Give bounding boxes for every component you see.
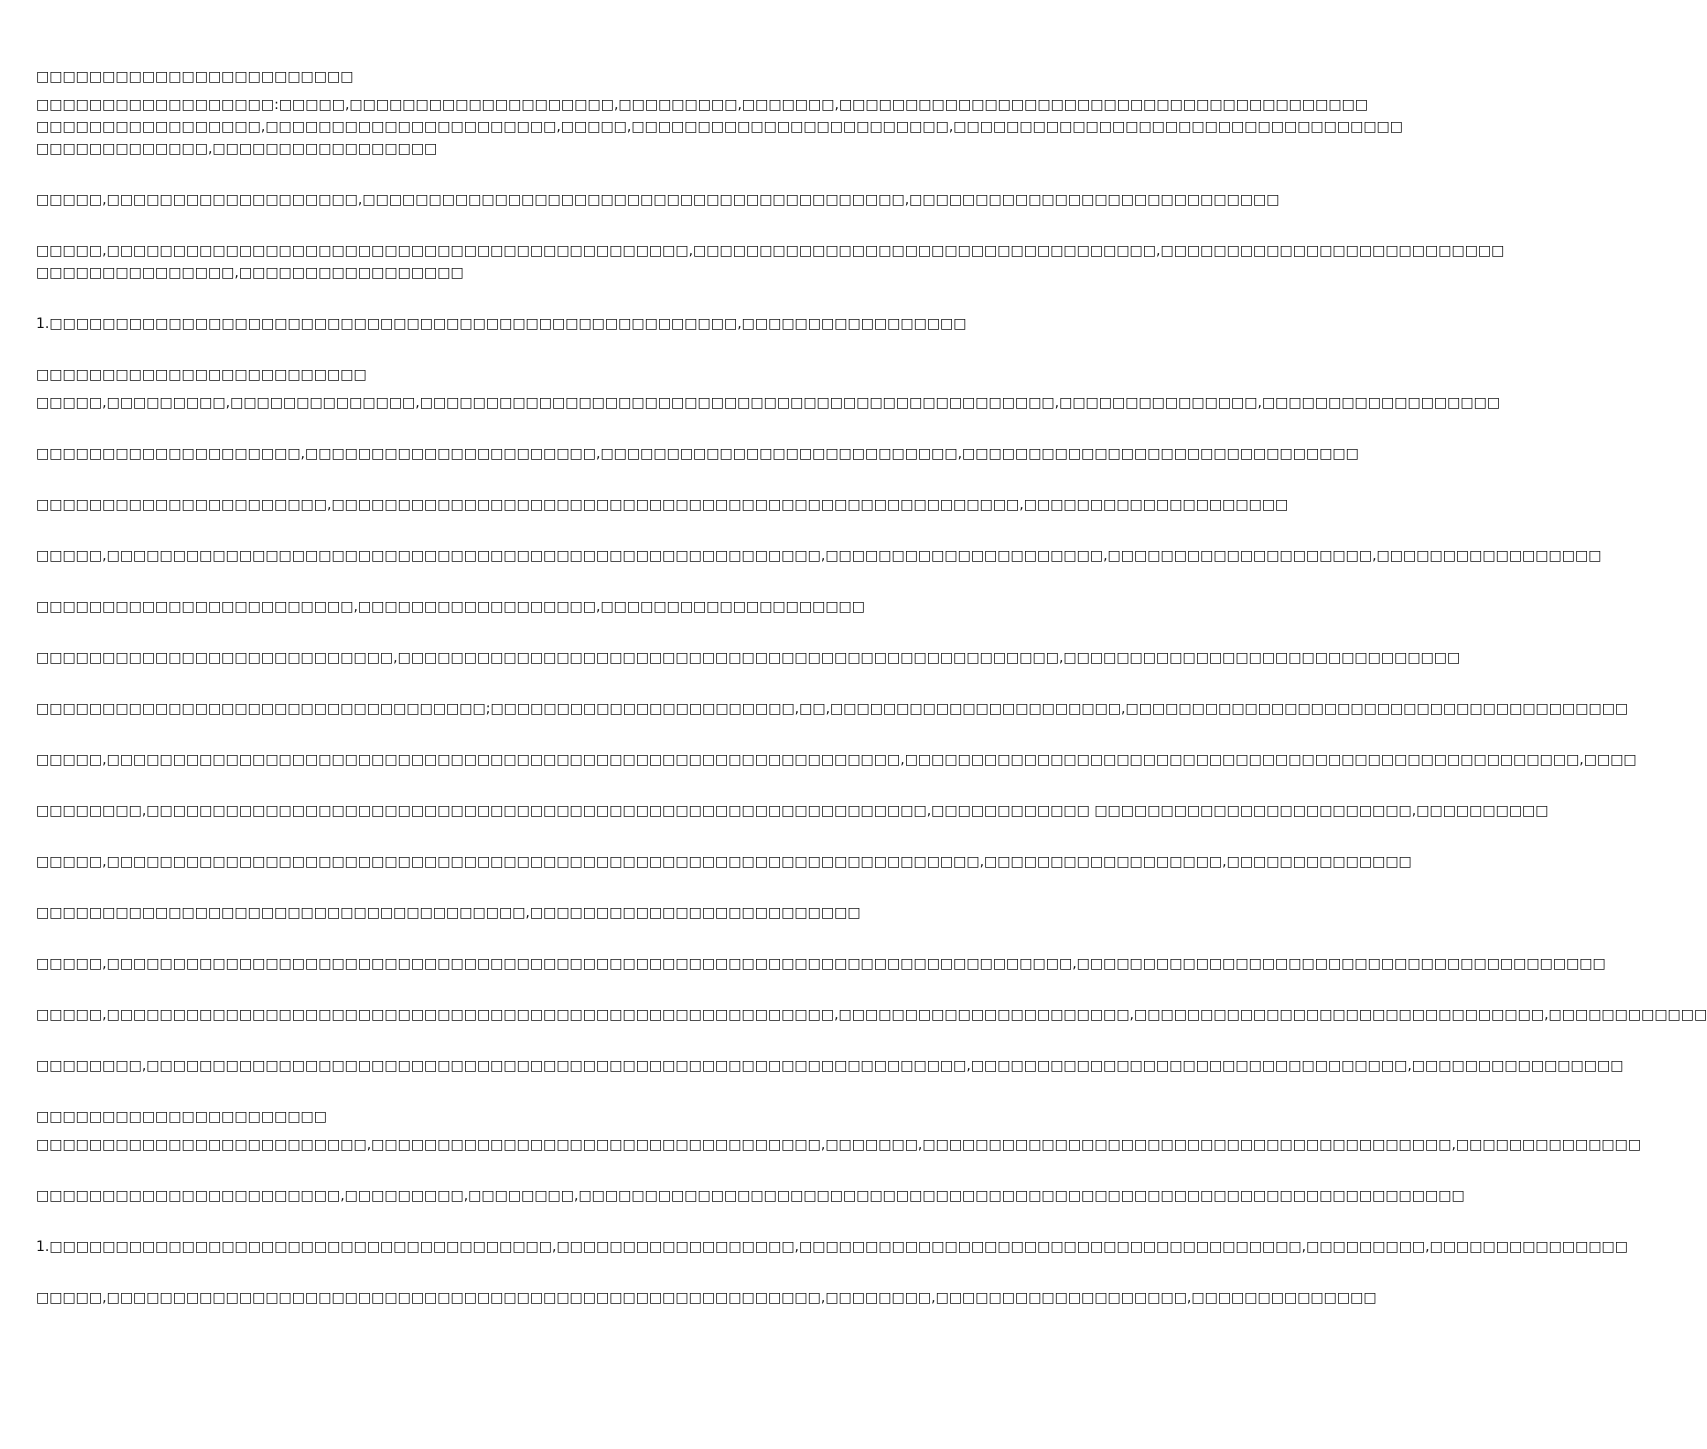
text-line: □□□□□□□□□□□□□□□□□□:□□□□□,□□□□□□□□□□□□□□□□□□□□,□□□□□□□□□,□□□□□□□,□□□□□□□□□□□□□□□□□□□□□□□□□□□□□□□□□□□□□□□□ bbox=[36, 97, 1369, 113]
text-line: □□□□□□□□□□□□□□□□□□□□□□,□□□□□□□□□□□□□□□□□□□□□□□□□□□□□□□□□□□□□□□□□□□□□□□□□□□□,□□□□□□□□□□□□□□□□□□□□ bbox=[36, 497, 1289, 513]
text-line: □□□□□,□□□□□□□□□□□□□□□□□□□□□□□□□□□□□□□□□□□□□□□□□□□□□□□□□□□□□□□□□□□□□□□□□□,□□□□□□□□□□□□□□□□□□,□□□□□□□□□□□□□□ bbox=[36, 854, 1412, 870]
section-heading: □□□□□□□□□□□□□□□□□□□□□□□□ bbox=[36, 69, 354, 85]
paragraph-gap bbox=[36, 284, 990, 313]
text-line: □□□□□,□□□□□□□□□□□□□□□□□□□□□□□□□□□□□□□□□□□□□□□□□□□□□□□□□□□□□□□□□□□□,□□□□□□□□□□□□□□□□□□□□□□□□□□□□□□□□□□□□□□□□□□□□□□□□□□□,□□□□ bbox=[36, 752, 1637, 768]
paragraph bbox=[36, 494, 1289, 516]
text-line: 1.□□□□□□□□□□□□□□□□□□□□□□□□□□□□□□□□□□□□□□□□□□□□□□□□□□□□,□□□□□□□□□□□□□□□□□ bbox=[36, 316, 967, 332]
paragraph bbox=[36, 596, 990, 618]
paragraph-gap bbox=[36, 771, 990, 800]
section-heading: □□□□□□□□□□□□□□□□□□□□□□ bbox=[36, 1109, 328, 1125]
paragraph-gap bbox=[36, 465, 990, 494]
text-line: □□□□□□□□□□□□□□□□□□□□,□□□□□□□□□□□□□□□□□□□□□□,□□□□□□□□□□□□□□□□□□□□□□□□□□□,□□□□□□□□□□□□□□□□□□□□□□□□□□□□□□ bbox=[36, 446, 1359, 462]
text-line: □□□□□,□□□□□□□□□,□□□□□□□□□□□□□□,□□□□□□□□□□□□□□□□□□□□□□□□□□□□□□□□□□□□□□□□□□□□□□□□,□□□□□□□□□□□□□□□,□□□□□□□□□□□□□□□□□□ bbox=[36, 395, 1501, 411]
paragraph-gap bbox=[36, 1258, 990, 1287]
paragraph-gap bbox=[36, 924, 990, 953]
paragraph bbox=[36, 749, 1637, 771]
text-line: □□□□□□□□□□□□□□□□□□□□□□□□,□□□□□□□□□□□□□□□□□□,□□□□□□□□□□□□□□□□□□□□ bbox=[36, 599, 866, 615]
paragraph bbox=[36, 902, 990, 924]
paragraph bbox=[36, 392, 1501, 414]
text-line: □□□□□□□□□□□□□,□□□□□□□□□□□□□□□□□ bbox=[36, 141, 438, 157]
paragraph bbox=[36, 443, 1359, 465]
text-line: □□□□□□□□□□□□□□□□□□□□□□□□□,□□□□□□□□□□□□□□□□□□□□□□□□□□□□□□□□□□,□□□□□□□,□□□□□□□□□□□□□□□□□□□□□□□□□□□□□□□□□□□□□□□□,□□□□□□□□□□□□□□ bbox=[36, 1137, 1642, 1153]
paragraph bbox=[36, 1185, 1465, 1207]
text-line: 1.□□□□□□□□□□□□□□□□□□□□□□□□□□□□□□□□□□□□□□,□□□□□□□□□□□□□□□□□□,□□□□□□□□□□□□□□□□□□□□□□□□□□□□□□□□□□□□□□,□□□□□□□□□,□□□□□□□□□□□□□□□ bbox=[36, 1239, 1629, 1255]
paragraph-gap bbox=[36, 567, 990, 596]
paragraph-gap bbox=[36, 975, 990, 1004]
paragraph-gap bbox=[36, 335, 990, 364]
text-line: □□□□□,□□□□□□□□□□□□□□□□□□□□□□□□□□□□□□□□□□□□□□□□□□□□,□□□□□□□□□□□□□□□□□□□□□□□□□□□□□□□□□□□,□□□□□□□□□□□□□□□□□□□□□□□□□□ bbox=[36, 243, 1505, 259]
text-line: □□□□□□□□,□□□□□□□□□□□□□□□□□□□□□□□□□□□□□□□□□□□□□□□□□□□□□□□□□□□□□□□□□□□,□□□□□□□□□□□□ □□□□□□□□□□□□□□□□□□□□□□□□,□□□□□□□□□□ bbox=[36, 803, 1549, 819]
paragraph bbox=[36, 1134, 1642, 1156]
text-line: □□□□□,□□□□□□□□□□□□□□□□□□□□□□□□□□□□□□□□□□□□□□□□□□□□□□□□□□□□□□,□□□□□□□□,□□□□□□□□□□□□□□□□□□□,□□□□□□□□□□□□□□ bbox=[36, 1290, 1377, 1306]
paragraph-gap bbox=[36, 1026, 990, 1055]
paragraph bbox=[36, 698, 1629, 720]
section-heading: □□□□□□□□□□□□□□□□□□□□□□□□□ bbox=[36, 367, 367, 383]
paragraph-gap bbox=[36, 211, 990, 240]
paragraph bbox=[36, 545, 1602, 567]
paragraph-gap bbox=[36, 516, 990, 545]
paragraph bbox=[36, 189, 1280, 211]
paragraph-gap bbox=[36, 160, 990, 189]
paragraph bbox=[36, 240, 1505, 284]
text-line: □□□□□□□□□□□□□□□□□,□□□□□□□□□□□□□□□□□□□□□□,□□□□□,□□□□□□□□□□□□□□□□□□□□□□□□,□□□□□□□□□□□□□□□□□□□□□□□□□□□□□□□□□□ bbox=[36, 119, 1404, 135]
document-page bbox=[36, 66, 1707, 1309]
text-line: □□□□□□□□□□□□□□□□□□□□□□□,□□□□□□□□□,□□□□□□□□,□□□□□□□□□□□□□□□□□□□□□□□□□□□□□□□□□□□□□□□□□□□□□□□□□□□□□□□□□□□□□□□□□□□ bbox=[36, 1188, 1465, 1204]
text-line: □□□□□,□□□□□□□□□□□□□□□□□□□□□□□□□□□□□□□□□□□□□□□□□□□□□□□□□□□□□□,□□□□□□□□□□□□□□□□□□□□□,□□□□□□□□□□□□□□□□□□□□,□□□□□□□□□□□□□□□□□ bbox=[36, 548, 1602, 564]
paragraph bbox=[36, 647, 1461, 669]
text-line: □□□□□,□□□□□□□□□□□□□□□□□□□□□□□□□□□□□□□□□□□□□□□□□□□□□□□□□□□□□□□,□□□□□□□□□□□□□□□□□□□□□□,□□□□□□□□□□□□□□□□□□□□□□□□□□□□□□□,□□□□□□□□□□□□ bbox=[36, 1007, 1707, 1023]
paragraph-gap bbox=[36, 873, 990, 902]
text-line: □□□□□,□□□□□□□□□□□□□□□□□□□□□□□□□□□□□□□□□□□□□□□□□□□□□□□□□□□□□□□□□□□□□□□□□□□□□□□□□,□□□□□□□□□□□□□□□□□□□□□□□□□□□□□□□□□□□□□□□□ bbox=[36, 956, 1606, 972]
paragraph bbox=[36, 851, 1412, 873]
text-line: □□□□□□□□□□□□□□□□□□□□□□□□□□□,□□□□□□□□□□□□□□□□□□□□□□□□□□□□□□□□□□□□□□□□□□□□□□□□□□,□□□□□□□□□□□□□□□□□□□□□□□□□□□□□□ bbox=[36, 650, 1461, 666]
paragraph bbox=[36, 800, 1549, 822]
paragraph bbox=[36, 953, 1606, 975]
paragraph bbox=[36, 94, 1404, 160]
paragraph bbox=[36, 1055, 1624, 1077]
paragraph-gap bbox=[36, 1077, 990, 1106]
paragraph-gap bbox=[36, 669, 990, 698]
text-line: □□□□□,□□□□□□□□□□□□□□□□□□□,□□□□□□□□□□□□□□□□□□□□□□□□□□□□□□□□□□□□□□□□□,□□□□□□□□□□□□□□□□□□□□□□□□□□□□ bbox=[36, 192, 1280, 208]
text-line: □□□□□□□□,□□□□□□□□□□□□□□□□□□□□□□□□□□□□□□□□□□□□□□□□□□□□□□□□□□□□□□□□□□□□□□,□□□□□□□□□□□□□□□□□□□□□□□□□□□□□□□□□,□□□□□□□□□□□□□□□□ bbox=[36, 1058, 1624, 1074]
paragraph-gap bbox=[36, 1156, 990, 1185]
text-line: □□□□□□□□□□□□□□□,□□□□□□□□□□□□□□□□□ bbox=[36, 265, 464, 281]
paragraph-gap bbox=[36, 720, 990, 749]
paragraph-gap bbox=[36, 1207, 990, 1236]
paragraph bbox=[36, 1287, 1377, 1309]
paragraph-gap bbox=[36, 414, 990, 443]
text-line: □□□□□□□□□□□□□□□□□□□□□□□□□□□□□□□□□□;□□□□□□□□□□□□□□□□□□□□□□□,□□,□□□□□□□□□□□□□□□□□□□□□□,□□□□□□□□□□□□□□□□□□□□□□□□□□□□□□□□□□□□□□ bbox=[36, 701, 1629, 717]
paragraph bbox=[36, 1004, 1707, 1026]
text-line: □□□□□□□□□□□□□□□□□□□□□□□□□□□□□□□□□□□□□,□□□□□□□□□□□□□□□□□□□□□□□□□ bbox=[36, 905, 861, 921]
paragraph-gap bbox=[36, 822, 990, 851]
paragraph-gap bbox=[36, 618, 990, 647]
paragraph bbox=[36, 313, 990, 335]
paragraph bbox=[36, 1236, 1629, 1258]
